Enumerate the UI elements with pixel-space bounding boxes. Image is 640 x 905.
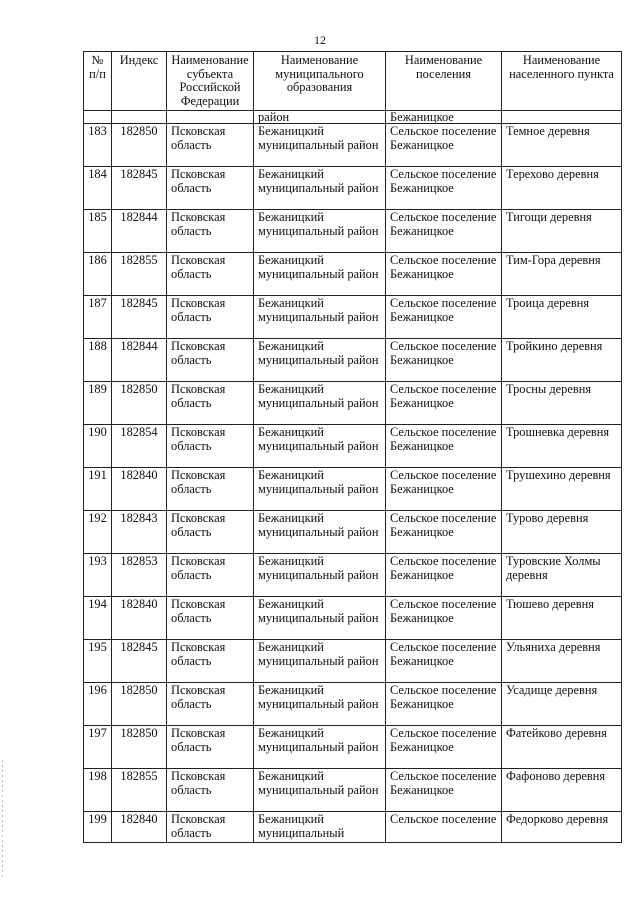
cell-settlement: Бежаницкое: [386, 111, 502, 124]
cell-index: 182843: [112, 511, 167, 554]
cell-subject: Псковская область: [167, 640, 254, 683]
table-header-row: [84, 52, 622, 111]
cell-municipal: Бежаницкий муниципальный район: [254, 640, 386, 683]
cell-municipal: Бежаницкий муниципальный район: [254, 726, 386, 769]
cell-index: 182850: [112, 726, 167, 769]
cell-locality: Тим-Гора деревня: [502, 253, 622, 296]
cell-municipal: Бежаницкий муниципальный район: [254, 597, 386, 640]
cell-locality: Федорково деревня: [502, 812, 622, 843]
cell-locality: [502, 111, 622, 124]
cell-municipal: район: [254, 111, 386, 124]
table-row: [84, 511, 622, 554]
cell-settlement: Сельское поселение Бежаницкое: [386, 296, 502, 339]
cell-subject: Псковская область: [167, 769, 254, 812]
cell-locality: Усадище деревня: [502, 683, 622, 726]
cell-settlement: Сельское поселение: [386, 812, 502, 843]
table-row: [84, 124, 622, 167]
cell-num: 189: [84, 382, 112, 425]
cell-municipal: Бежаницкий муниципальный район: [254, 210, 386, 253]
cell-municipal: Бежаницкий муниципальный район: [254, 167, 386, 210]
cell-locality: Туровские Холмы деревня: [502, 554, 622, 597]
header-num: № п/п: [84, 52, 112, 111]
cell-locality: Тигощи деревня: [502, 210, 622, 253]
cell-municipal: Бежаницкий муниципальный район: [254, 296, 386, 339]
table-row: [84, 339, 622, 382]
cell-index: 182855: [112, 769, 167, 812]
cell-subject: Псковская область: [167, 468, 254, 511]
cell-index: 182845: [112, 296, 167, 339]
cell-subject: Псковская область: [167, 167, 254, 210]
cell-subject: Псковская область: [167, 511, 254, 554]
cell-subject: Псковская область: [167, 726, 254, 769]
cell-locality: Троица деревня: [502, 296, 622, 339]
header-subject: Наименование субъекта Российской Федерации: [167, 52, 254, 111]
cell-settlement: Сельское поселение Бежаницкое: [386, 683, 502, 726]
cell-subject: [167, 111, 254, 124]
cell-locality: Темное деревня: [502, 124, 622, 167]
table-row: [84, 210, 622, 253]
cell-index: 182854: [112, 425, 167, 468]
cell-index: 182850: [112, 683, 167, 726]
cell-settlement: Сельское поселение Бежаницкое: [386, 511, 502, 554]
table-row: [84, 382, 622, 425]
cell-index: 182840: [112, 468, 167, 511]
cell-settlement: Сельское поселение Бежаницкое: [386, 425, 502, 468]
cell-locality: Фатейково деревня: [502, 726, 622, 769]
header-locality: Наименование населенного пункта: [502, 52, 622, 111]
cell-settlement: Сельское поселение Бежаницкое: [386, 726, 502, 769]
table-row: [84, 812, 622, 843]
cell-index: 182853: [112, 554, 167, 597]
cell-settlement: Сельское поселение Бежаницкое: [386, 382, 502, 425]
cell-locality: Тросны деревня: [502, 382, 622, 425]
cell-num: 195: [84, 640, 112, 683]
cell-subject: Псковская область: [167, 210, 254, 253]
cell-locality: Трушехино деревня: [502, 468, 622, 511]
cell-settlement: Сельское поселение Бежаницкое: [386, 124, 502, 167]
cell-locality: Ульяниха деревня: [502, 640, 622, 683]
cell-subject: Псковская область: [167, 683, 254, 726]
cell-num: 187: [84, 296, 112, 339]
cell-index: [112, 111, 167, 124]
cell-settlement: Сельское поселение Бежаницкое: [386, 640, 502, 683]
cell-num: 184: [84, 167, 112, 210]
cell-subject: Псковская область: [167, 812, 254, 843]
cell-locality: Турово деревня: [502, 511, 622, 554]
cell-settlement: Сельское поселение Бежаницкое: [386, 339, 502, 382]
cell-municipal: Бежаницкий муниципальный район: [254, 124, 386, 167]
cell-num: [84, 111, 112, 124]
cell-locality: Фафоново деревня: [502, 769, 622, 812]
cell-subject: Псковская область: [167, 296, 254, 339]
scan-edge-mark: [2, 760, 3, 880]
cell-subject: Псковская область: [167, 554, 254, 597]
table-row: [84, 468, 622, 511]
table-row: [84, 253, 622, 296]
header-index: Индекс: [112, 52, 167, 111]
cell-index: 182850: [112, 124, 167, 167]
cell-num: 191: [84, 468, 112, 511]
cell-municipal: Бежаницкий муниципальный район: [254, 339, 386, 382]
table-row: [84, 769, 622, 812]
table-row: [84, 296, 622, 339]
cell-num: 194: [84, 597, 112, 640]
table-row: [84, 554, 622, 597]
cell-num: 183: [84, 124, 112, 167]
cell-num: 190: [84, 425, 112, 468]
cell-municipal: Бежаницкий муниципальный район: [254, 253, 386, 296]
cell-index: 182840: [112, 812, 167, 843]
header-settlement: Наименование поселения: [386, 52, 502, 111]
cell-subject: Псковская область: [167, 339, 254, 382]
table-row: [84, 640, 622, 683]
cell-num: 188: [84, 339, 112, 382]
cell-num: 193: [84, 554, 112, 597]
cell-index: 182840: [112, 597, 167, 640]
cell-settlement: Сельское поселение Бежаницкое: [386, 769, 502, 812]
page-number: 12: [314, 33, 326, 47]
cell-settlement: Сельское поселение Бежаницкое: [386, 210, 502, 253]
cell-subject: Псковская область: [167, 124, 254, 167]
cell-settlement: Сельское поселение Бежаницкое: [386, 167, 502, 210]
cell-num: 192: [84, 511, 112, 554]
cell-num: 196: [84, 683, 112, 726]
cell-locality: Терехово деревня: [502, 167, 622, 210]
cell-settlement: Сельское поселение Бежаницкое: [386, 554, 502, 597]
cell-municipal: Бежаницкий муниципальный район: [254, 468, 386, 511]
table-row: [84, 683, 622, 726]
cell-index: 182855: [112, 253, 167, 296]
continuation-row: [84, 111, 622, 124]
cell-subject: Псковская область: [167, 382, 254, 425]
settlements-table: [83, 51, 622, 843]
cell-index: 182845: [112, 167, 167, 210]
cell-num: 198: [84, 769, 112, 812]
cell-locality: Тройкино деревня: [502, 339, 622, 382]
cell-settlement: Сельское поселение Бежаницкое: [386, 253, 502, 296]
cell-municipal: Бежаницкий муниципальный район: [254, 554, 386, 597]
cell-num: 199: [84, 812, 112, 843]
cell-subject: Псковская область: [167, 425, 254, 468]
table-row: [84, 425, 622, 468]
cell-index: 182844: [112, 339, 167, 382]
cell-index: 182844: [112, 210, 167, 253]
cell-municipal: Бежаницкий муниципальный район: [254, 382, 386, 425]
cell-num: 185: [84, 210, 112, 253]
cell-settlement: Сельское поселение Бежаницкое: [386, 468, 502, 511]
cell-municipal: Бежаницкий муниципальный район: [254, 425, 386, 468]
header-municipal: Наименование муниципального образования: [254, 52, 386, 111]
cell-index: 182850: [112, 382, 167, 425]
cell-municipal: Бежаницкий муниципальный район: [254, 769, 386, 812]
cell-municipal: Бежаницкий муниципальный: [254, 812, 386, 843]
cell-subject: Псковская область: [167, 597, 254, 640]
cell-settlement: Сельское поселение Бежаницкое: [386, 597, 502, 640]
cell-municipal: Бежаницкий муниципальный район: [254, 683, 386, 726]
cell-subject: Псковская область: [167, 253, 254, 296]
cell-num: 186: [84, 253, 112, 296]
cell-index: 182845: [112, 640, 167, 683]
cell-num: 197: [84, 726, 112, 769]
table-row: [84, 167, 622, 210]
cell-locality: Трошневка деревня: [502, 425, 622, 468]
cell-municipal: Бежаницкий муниципальный район: [254, 511, 386, 554]
table-row: [84, 597, 622, 640]
cell-locality: Тюшево деревня: [502, 597, 622, 640]
table-row: [84, 726, 622, 769]
